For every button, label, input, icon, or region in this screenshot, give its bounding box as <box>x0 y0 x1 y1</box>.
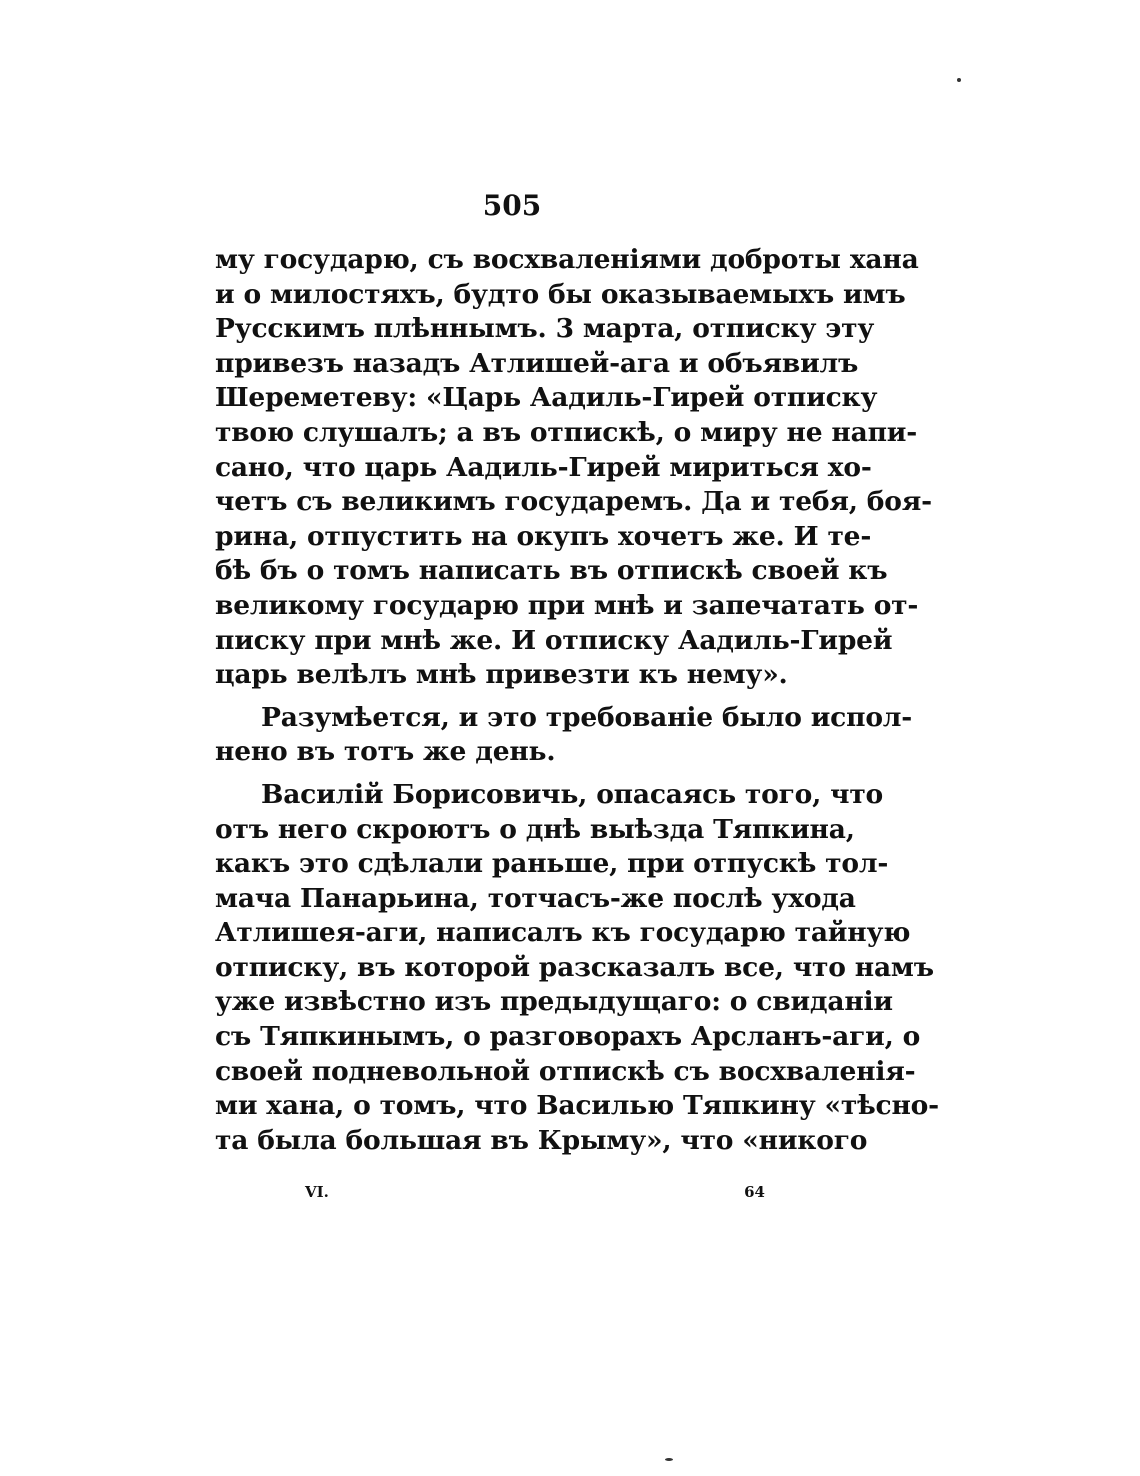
text-line: твою слушалъ; а въ отпискѣ, о миру не напи- <box>215 416 918 448</box>
paragraph <box>215 243 932 693</box>
text-line: сано, что царь Аадиль-Гирей мириться хо- <box>215 451 872 483</box>
text-line: нено въ тотъ же день. <box>215 736 556 768</box>
text-line: какъ это сдѣлали раньше, при отпускѣ тол- <box>215 848 889 880</box>
dust-speck <box>957 78 961 82</box>
text-line: рина, отпустить на окупъ хочетъ же. И те- <box>215 520 872 552</box>
body-text <box>215 243 939 1158</box>
text-line: своей подневольной отпискѣ съ восхваленія- <box>215 1055 916 1087</box>
text-line: Разумѣется, и это требованіе было испол- <box>261 701 913 733</box>
paragraph-gap <box>215 770 810 778</box>
text-line: и о милостяхъ, будто бы оказываемыхъ имъ <box>215 278 906 310</box>
text-line: Русскимъ плѣннымъ. 3 марта, отписку эту <box>215 313 875 345</box>
text-line: му государю, съ восхваленіями доброты хана <box>215 244 919 275</box>
text-line: та была большая въ Крыму», что «никого <box>215 1124 868 1156</box>
text-line: съ Тяпкинымъ, о разговорахъ Арсланъ-аги, о <box>215 1021 921 1053</box>
text-line: отписку, въ которой разсказалъ все, что намъ <box>215 951 934 983</box>
text-line: мача Панарьина, тотчасъ-же послѣ ухода <box>215 882 856 914</box>
signature-mark-right: 64 <box>744 1183 765 1201</box>
text-line: Шереметеву: «Царь Аадиль-Гирей отписку <box>215 382 878 414</box>
paragraph <box>215 778 939 1159</box>
text-line: Атлишея-аги, написалъ къ государю тайную <box>215 917 911 949</box>
text-line: четъ съ великимъ государемъ. Да и тебя, боя- <box>215 486 932 518</box>
dust-speck <box>665 1458 673 1461</box>
text-line: Василій Борисовичь, опасаясь того, что <box>261 778 884 810</box>
paragraph <box>215 701 913 770</box>
text-line: отъ него скроютъ о днѣ выѣзда Тяпкина, <box>215 813 855 845</box>
text-line: писку при мнѣ же. И отписку Аадиль-Гирей <box>215 624 893 656</box>
text-line: великому государю при мнѣ и запечатать от- <box>215 589 919 621</box>
text-line: бѣ бъ о томъ написать въ отпискѣ своей къ <box>215 555 888 587</box>
page-number: 505 <box>482 189 542 222</box>
text-line: царь велѣлъ мнѣ привезти къ нему». <box>215 659 788 691</box>
signature-mark-left: VI. <box>305 1183 329 1201</box>
text-line: привезъ назадъ Атлишей-ага и объявилъ <box>215 347 859 379</box>
text-line: ми хана, о томъ, что Василью Тяпкину «тѣсно- <box>215 1090 939 1122</box>
paragraph-gap <box>215 693 810 701</box>
text-line: уже извѣстно изъ предыдущаго: о свиданіи <box>215 986 893 1018</box>
